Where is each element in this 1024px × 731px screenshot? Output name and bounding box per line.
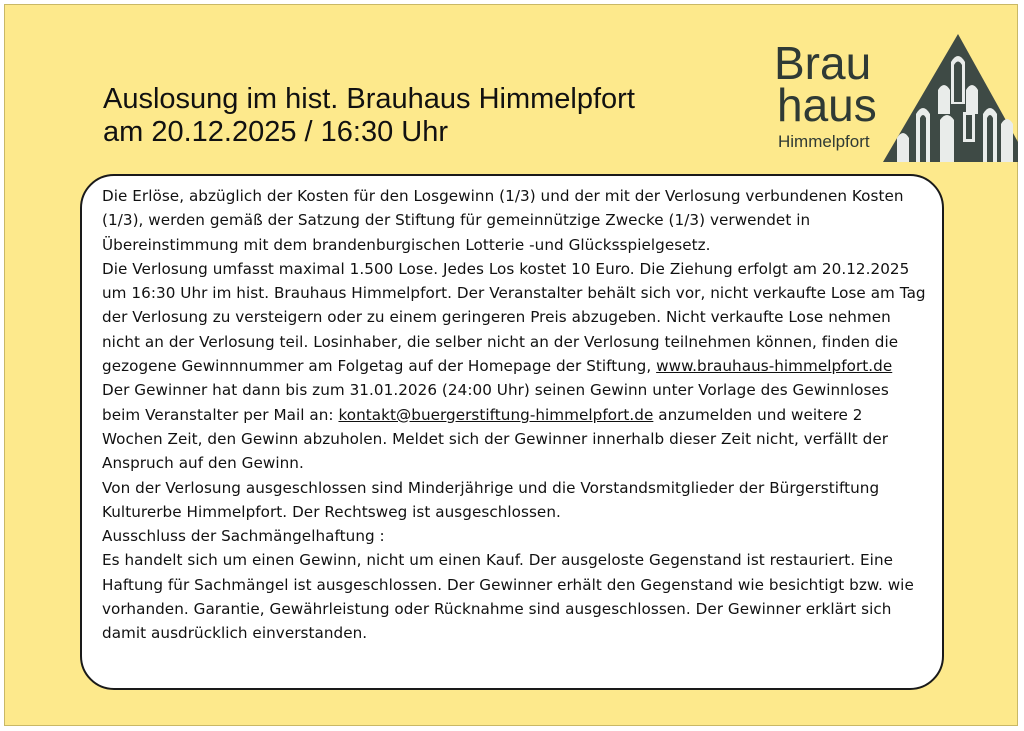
- claim-text-end: anzumelden und weitere 2 Wochen Zeit, den Gewinn abzuholen. Meldet sich der Gewinner innerhalb dieser Zeit nicht, verfällt der Anspruch auf den Gewinn.: [102, 405, 889, 473]
- brauhaus-gable-icon: [883, 32, 1018, 162]
- title-line-2: am 20.12.2025 / 16:30 Uhr: [103, 116, 449, 148]
- logo-word-brau: Brau: [774, 37, 872, 89]
- paragraph-proceeds: Die Erlöse, abzüglich der Kosten für den Losgewinn (1/3) und der mit der Verlosung verbundenen Kosten (1/3), werden gemäß der Satzung der Stiftung für gemeinnützige Zwecke (1/3) verwendet in Übereinstimmung mit dem brandenburgischen Lotterie -und Glücksspielgesetz.: [102, 187, 904, 254]
- logo-word-himmelpfort: Himmelpfort: [778, 132, 870, 151]
- contact-email-link[interactable]: kontakt@buergerstiftung-himmelpfort.de: [338, 405, 654, 424]
- liability-heading: Ausschluss der Sachmängelhaftung :: [102, 527, 385, 546]
- homepage-link[interactable]: www.brauhaus-himmelpfort.de: [656, 357, 893, 376]
- rules-text-box: [80, 174, 944, 690]
- paragraph-exclusion: Von der Verlosung ausgeschlossen sind Minderjährige und die Vorstandsmitglieder der Bürgerstiftung Kulturerbe Himmelpfort. Der Rechtsweg ist ausgeschlossen.: [102, 478, 880, 521]
- logo-word-haus: haus: [777, 79, 877, 131]
- page-title: [103, 83, 635, 149]
- paragraph-liability: Es handelt sich um einen Gewinn, nicht um einen Kauf. Der ausgeloste Gegenstand ist restauriert. Eine Haftung für Sachmängel ist ausgeschlossen. Der Gewinner erhält den Gegenstand wie besichtigt bzw. wie vorhanden. Garantie, Gewährleistung oder Rücknahme sind ausgeschlossen. Der Gewinner erklärt sich damit ausdrücklich einverstanden.: [102, 551, 914, 643]
- title-line-1: Auslosung im hist. Brauhaus Himmelpfort: [103, 83, 635, 115]
- draw-details-text: Die Verlosung umfasst maximal 1.500 Lose. Jedes Los kostet 10 Euro. Die Ziehung erfolgt am 20.12.2025 um 16:30 Uhr im hist. Brauhaus Himmelpfort. Der Veranstalter behält sich vor, nicht verkaufte Lose am Tag der Verlosung zu versteigern oder zu einem geringeren Preis abzugeben. Nicht verkaufte Lose nehmen nicht an der Verlosung teil. Losinhaber, die selber nicht an der Verlosung teilnehmen können, finden die gezogene Gewinnnummer am Folgetag auf der Homepage der Stiftung,: [102, 259, 926, 376]
- paragraph-draw-details: [102, 257, 926, 378]
- claim-text-start: Der Gewinner hat dann bis zum 31.01.2026 (24:00 Uhr) seinen Gewinn unter Vorlage des Gewinnloses beim Veranstalter per Mail an:: [102, 381, 889, 424]
- brauhaus-logo-text: [774, 37, 877, 152]
- paragraph-claim: [102, 378, 926, 475]
